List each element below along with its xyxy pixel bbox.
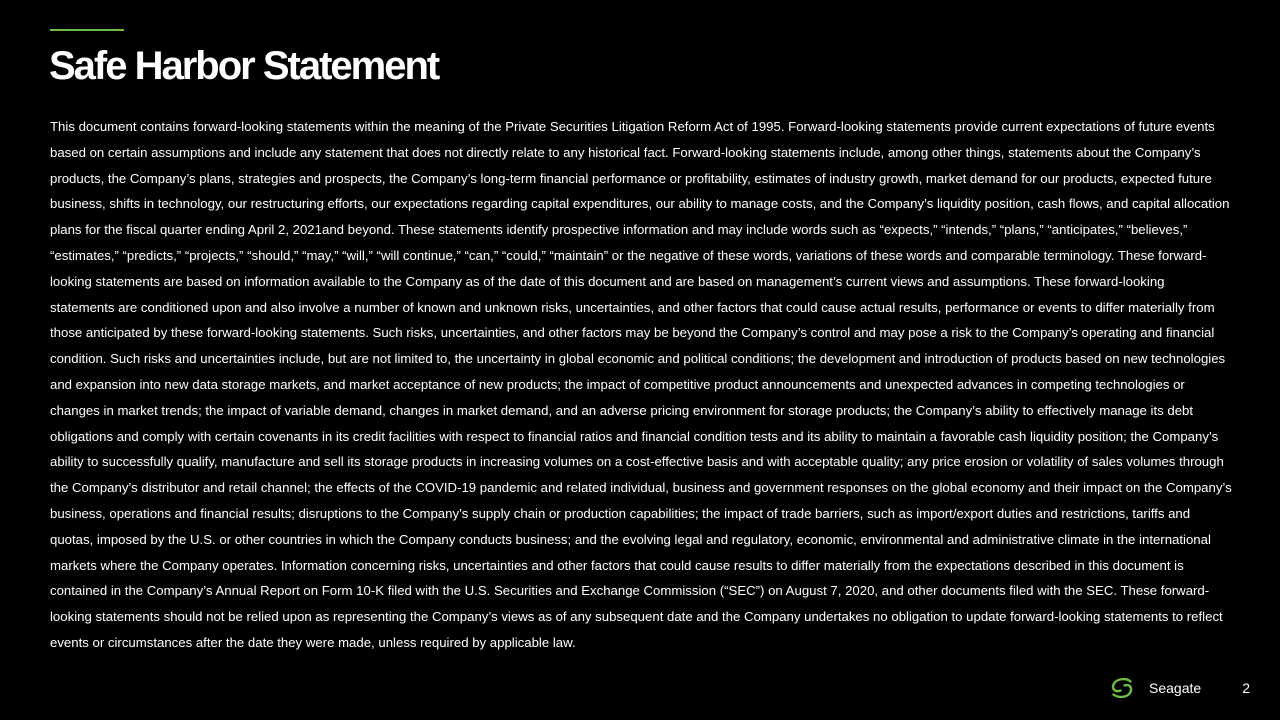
slide-title: Safe Harbor Statement [49,44,439,88]
seagate-logo-icon [1110,676,1134,700]
title-accent-rule [50,29,124,31]
brand-name: Seagate [1149,680,1202,696]
safe-harbor-body: This document contains forward-looking statements within the meaning of the Private Securities Litigation Reform Act of 1995. Forward-looking statements provide current expectations of future events based on certain assumptions and include any statement that does not directly relate to any historical fact. Forward-looking statements include, among other things, statements about the Company’s products, the Company’s plans, strategies and prospects, the Company’s long-term financial performance or profitability, estimates of industry growth, market demand for our products, expected future business, shifts in technology, our restructuring efforts, our expectations regarding capital expenditures, our ability to manage costs, and the Company’s liquidity position, cash flows, and capital allocation plans for the fiscal quarter ending April 2, 2021and beyond. These statements identify prospective information and may include words such as “expects,” “intends,” “plans,” “anticipates,” “believes,” “estimates,” “predicts,” “projects,” “should,” “may,” “will,” “will continue,” “can,” “could,” “maintain” or the negative of these words, variations of these words and comparable terminology. These forward-looking statements are based on information available to the Company as of the date of this document and are based on management’s current views and assumptions. These forward-looking statements are conditioned upon and also involve a number of known and unknown risks, uncertainties, and other factors that could cause actual results, performance or events to differ materially from those anticipated by these forward-looking statements. Such risks, uncertainties, and other factors may be beyond the Company’s control and may pose a risk to the Company’s operating and financial condition. Such risks and uncertainties include, but are not limited to, the uncertainty in global economic and political conditions; the development and introduction of products based on new technologies and expansion into new data storage markets, and market acceptance of new products; the impact of competitive product announcements and unexpected advances in competing technologies or changes in market trends; the impact of variable demand, changes in market demand, and an adverse pricing environment for storage products; the Company’s ability to effectively manage its debt obligations and comply with certain covenants in its credit facilities with respect to financial ratios and financial condition tests and its ability to maintain a favorable cash liquidity position; the Company’s ability to successfully qualify, manufacture and sell its storage products in increasing volumes on a cost-effective basis and with acceptable quality; any price erosion or volatility of sales volumes through the Company’s distributor and retail channel; the effects of the COVID-19 pandemic and related individual, business and government responses on the global economy and their impact on the Company’s business, operations and financial results; disruptions to the Company’s supply chain or production capabilities; the impact of trade barriers, such as import/export duties and restrictions, tariffs and quotas, imposed by the U.S. or other countries in which the Company conducts business; and the evolving legal and regulatory, economic, environmental and administrative climate in the international markets where the Company operates. Information concerning risks, uncertainties and other factors that could cause results to differ materially from the expectations described in this document is contained in the Company’s Annual Report on Form 10-K filed with the U.S. Securities and Exchange Commission (“SEC”) on August 7, 2020, and other documents filed with the SEC. These forward-looking statements should not be relied upon as representing the Company’s views as of any subsequent date and the Company undertakes no obligation to update forward-looking statements to reflect events or circumstances after the date they were made, unless required by applicable law. [50,119,1232,650]
page-number: 2 [1242,680,1250,696]
slide-footer [1108,675,1250,701]
